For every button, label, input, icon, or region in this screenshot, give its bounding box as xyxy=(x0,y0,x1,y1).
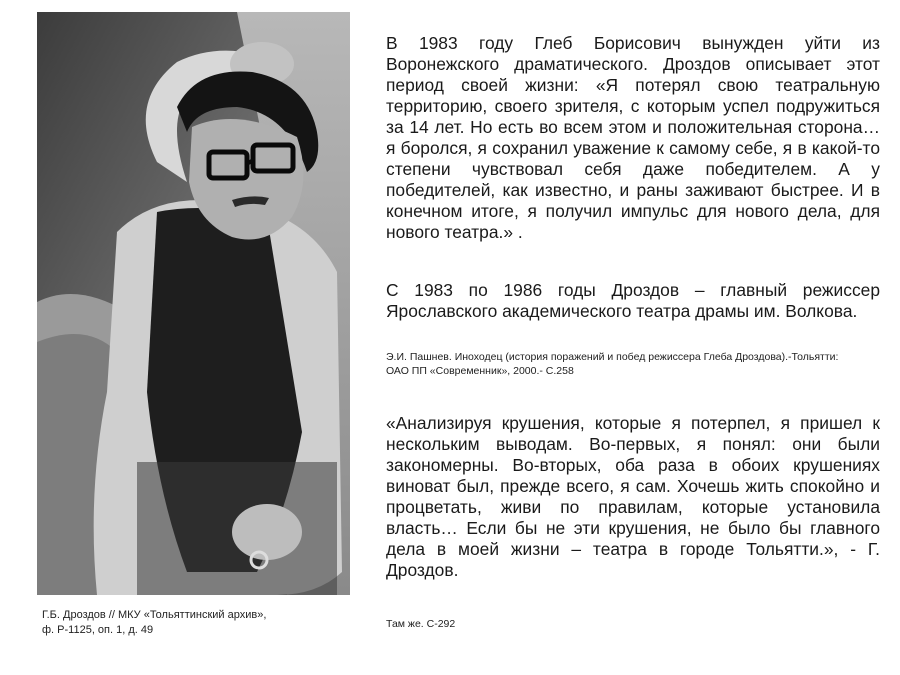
reference-pashnev: Э.И. Пашнев. Иноходец (история поражений и побед режиссера Глеба Дроздова).-Тольятти: ОАО ПП «Современник», 2000.- С.258 xyxy=(386,351,839,377)
photo-caption-line-1: Г.Б. Дроздов // МКУ «Тольяттинский архив», xyxy=(42,609,267,621)
portrait-photo xyxy=(37,12,350,595)
paragraph-quote-drozdov: «Анализируя крушения, которые я потерпел, я пришел к нескольким выводам. Во-первых, я понял: они были закономерны. Во-вторых, оба раза в обоих крушениях виноват был, прежде всего, я сам. Хочешь жить спокойно и процветать, живи по правилам, которые установила власть… Если бы не эти крушения, не было бы главного дела в моей жизни – театра в городе Тольятти.», - Г. Дроздов. xyxy=(386,413,880,580)
portrait-illustration xyxy=(37,12,350,595)
photo-caption xyxy=(42,608,342,638)
photo-caption-line-2: ф. Р-1125, оп. 1, д. 49 xyxy=(42,624,154,636)
paragraph-1983-voronezh: В 1983 году Глеб Борисович вынужден уйти из Воронежского драматического. Дроздов описывает этот период своей жизни: «Я потерял свою театральную территорию, своего зрителя, с которым успел подружиться за 14 лет. Но есть во всем этом и положительная сторона… я боролся, я сохранил уважение к самому себе, я в какой-то степени чувствовал себя даже победителем. А у победителей, как известно, и раны заживают быстрее. И в конечном итоге, я получил импульс для нового дела, для нового театра.» . xyxy=(386,33,880,242)
reference-ibid: Там же. С-292 xyxy=(386,618,456,630)
paragraph-yaroslavl-theatre: С 1983 по 1986 годы Дроздов – главный режиссер Ярославского академического театра драмы им. Волкова. xyxy=(386,280,880,321)
